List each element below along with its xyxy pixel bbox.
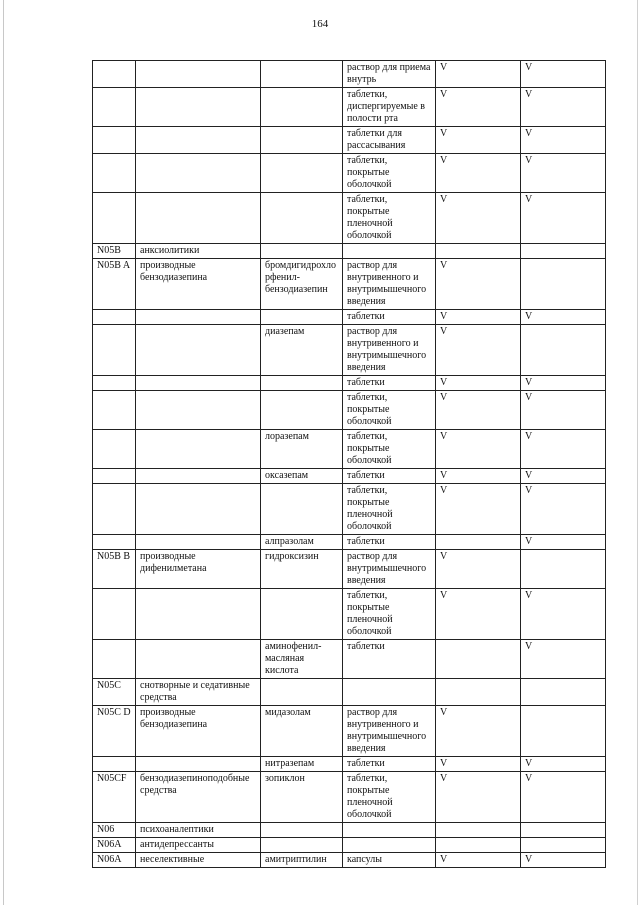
substance-cell	[261, 310, 343, 325]
substance-cell	[261, 193, 343, 244]
mark-col-2-cell	[521, 679, 606, 706]
mark-col-2-cell: V	[521, 430, 606, 469]
group-name-cell	[136, 589, 261, 640]
table-row	[93, 310, 606, 325]
atc-code-cell	[93, 376, 136, 391]
group-name-cell	[136, 640, 261, 679]
substance-cell: диазепам	[261, 325, 343, 376]
substance-cell	[261, 838, 343, 853]
substance-cell: зопиклон	[261, 772, 343, 823]
mark-col-2-cell: V	[521, 589, 606, 640]
group-name-cell	[136, 469, 261, 484]
group-name-cell	[136, 484, 261, 535]
dosage-form-cell: таблетки	[343, 310, 436, 325]
atc-code-cell	[93, 640, 136, 679]
mark-col-1-cell	[436, 838, 521, 853]
table-row	[93, 88, 606, 127]
table-row	[93, 193, 606, 244]
atc-code-cell: N05B	[93, 244, 136, 259]
atc-code-cell	[93, 535, 136, 550]
mark-col-1-cell: V	[436, 310, 521, 325]
mark-col-2-cell: V	[521, 391, 606, 430]
mark-col-2-cell	[521, 325, 606, 376]
mark-col-1-cell	[436, 640, 521, 679]
atc-code-cell	[93, 61, 136, 88]
dosage-form-cell: таблетки	[343, 535, 436, 550]
group-name-cell	[136, 430, 261, 469]
substance-cell	[261, 376, 343, 391]
table-row	[93, 127, 606, 154]
mark-col-1-cell: V	[436, 259, 521, 310]
dosage-form-cell	[343, 244, 436, 259]
table-row	[93, 391, 606, 430]
group-name-cell: неселективные	[136, 853, 261, 868]
group-name-cell: производные бензодиазепина	[136, 259, 261, 310]
substance-cell	[261, 88, 343, 127]
dosage-form-cell: таблетки, покрытые оболочкой	[343, 430, 436, 469]
mark-col-2-cell: V	[521, 154, 606, 193]
dosage-form-cell: таблетки, покрытые пленочной оболочкой	[343, 772, 436, 823]
dosage-form-cell: капсулы	[343, 853, 436, 868]
mark-col-1-cell	[436, 535, 521, 550]
mark-col-2-cell: V	[521, 376, 606, 391]
mark-col-2-cell: V	[521, 127, 606, 154]
dosage-form-cell: раствор для внутривенного и внутримышечного введения	[343, 259, 436, 310]
table-row	[93, 550, 606, 589]
atc-code-cell: N06A	[93, 853, 136, 868]
table-row	[93, 535, 606, 550]
atc-code-cell	[93, 325, 136, 376]
dosage-form-cell: таблетки	[343, 469, 436, 484]
mark-col-1-cell: V	[436, 772, 521, 823]
substance-cell: оксазепам	[261, 469, 343, 484]
mark-col-1-cell: V	[436, 706, 521, 757]
mark-col-1-cell: V	[436, 61, 521, 88]
dosage-form-cell: таблетки, покрытые пленочной оболочкой	[343, 589, 436, 640]
page-edge-left	[3, 0, 4, 905]
atc-code-cell: N05CF	[93, 772, 136, 823]
substance-cell	[261, 679, 343, 706]
mark-col-2-cell	[521, 838, 606, 853]
mark-col-2-cell: V	[521, 535, 606, 550]
group-name-cell: антидепрессанты	[136, 838, 261, 853]
substance-cell: гидроксизин	[261, 550, 343, 589]
mark-col-1-cell: V	[436, 550, 521, 589]
dosage-form-cell	[343, 679, 436, 706]
mark-col-1-cell: V	[436, 757, 521, 772]
substance-cell	[261, 589, 343, 640]
atc-code-cell	[93, 391, 136, 430]
group-name-cell	[136, 376, 261, 391]
mark-col-1-cell: V	[436, 376, 521, 391]
table-row	[93, 640, 606, 679]
mark-col-2-cell	[521, 244, 606, 259]
dosage-form-cell: таблетки для рассасывания	[343, 127, 436, 154]
substance-cell: алпразолам	[261, 535, 343, 550]
mark-col-2-cell	[521, 823, 606, 838]
mark-col-1-cell: V	[436, 469, 521, 484]
table-row	[93, 469, 606, 484]
table-row	[93, 853, 606, 868]
atc-code-cell: N06A	[93, 838, 136, 853]
mark-col-1-cell: V	[436, 88, 521, 127]
mark-col-1-cell: V	[436, 154, 521, 193]
table-row	[93, 376, 606, 391]
substance-cell: амитриптилин	[261, 853, 343, 868]
group-name-cell: производные бензодиазепина	[136, 706, 261, 757]
dosage-form-cell	[343, 823, 436, 838]
mark-col-1-cell: V	[436, 391, 521, 430]
group-name-cell	[136, 325, 261, 376]
dosage-form-cell	[343, 838, 436, 853]
group-name-cell	[136, 757, 261, 772]
atc-code-cell: N05C	[93, 679, 136, 706]
mark-col-1-cell: V	[436, 430, 521, 469]
group-name-cell: бензодиазепиноподобные средства	[136, 772, 261, 823]
substance-cell	[261, 391, 343, 430]
page-number: 164	[311, 18, 329, 30]
group-name-cell	[136, 127, 261, 154]
table-row	[93, 706, 606, 757]
substance-cell: лоразепам	[261, 430, 343, 469]
group-name-cell	[136, 193, 261, 244]
table-row	[93, 772, 606, 823]
mark-col-1-cell: V	[436, 853, 521, 868]
table-row	[93, 430, 606, 469]
group-name-cell: снотворные и седативные средства	[136, 679, 261, 706]
dosage-form-cell: раствор для внутривенного и внутримышечного введения	[343, 706, 436, 757]
mark-col-2-cell	[521, 259, 606, 310]
group-name-cell	[136, 310, 261, 325]
mark-col-2-cell: V	[521, 853, 606, 868]
atc-code-cell	[93, 154, 136, 193]
substance-cell	[261, 244, 343, 259]
dosage-form-cell: таблетки, покрытые пленочной оболочкой	[343, 193, 436, 244]
atc-code-cell: N05B B	[93, 550, 136, 589]
mark-col-2-cell: V	[521, 469, 606, 484]
mark-col-2-cell	[521, 706, 606, 757]
dosage-form-cell: раствор для приема внутрь	[343, 61, 436, 88]
dosage-form-cell: раствор для внутривенного и внутримышечного введения	[343, 325, 436, 376]
mark-col-2-cell: V	[521, 310, 606, 325]
dosage-form-cell: таблетки	[343, 376, 436, 391]
atc-code-cell: N05B A	[93, 259, 136, 310]
substance-cell	[261, 61, 343, 88]
mark-col-2-cell: V	[521, 61, 606, 88]
group-name-cell	[136, 535, 261, 550]
group-name-cell: психоаналептики	[136, 823, 261, 838]
table-row	[93, 757, 606, 772]
table-row	[93, 154, 606, 193]
table-body	[93, 61, 606, 868]
drug-table	[92, 60, 606, 868]
table-row	[93, 589, 606, 640]
mark-col-1-cell: V	[436, 325, 521, 376]
mark-col-1-cell	[436, 244, 521, 259]
dosage-form-cell: таблетки	[343, 640, 436, 679]
mark-col-2-cell: V	[521, 757, 606, 772]
substance-cell	[261, 154, 343, 193]
atc-code-cell	[93, 469, 136, 484]
atc-code-cell	[93, 193, 136, 244]
atc-code-cell: N05C D	[93, 706, 136, 757]
mark-col-2-cell: V	[521, 772, 606, 823]
dosage-form-cell: таблетки, покрытые оболочкой	[343, 154, 436, 193]
group-name-cell	[136, 88, 261, 127]
dosage-form-cell: таблетки, покрытые пленочной оболочкой	[343, 484, 436, 535]
atc-code-cell	[93, 757, 136, 772]
mark-col-2-cell: V	[521, 640, 606, 679]
group-name-cell	[136, 391, 261, 430]
table-row	[93, 325, 606, 376]
mark-col-1-cell	[436, 679, 521, 706]
group-name-cell	[136, 154, 261, 193]
table-row	[93, 823, 606, 838]
mark-col-1-cell: V	[436, 127, 521, 154]
table-row	[93, 259, 606, 310]
mark-col-2-cell	[521, 550, 606, 589]
atc-code-cell: N06	[93, 823, 136, 838]
substance-cell	[261, 484, 343, 535]
mark-col-1-cell	[436, 823, 521, 838]
page-edge-right	[637, 0, 638, 905]
mark-col-1-cell: V	[436, 589, 521, 640]
mark-col-2-cell: V	[521, 88, 606, 127]
substance-cell: аминофенил-масляная кислота	[261, 640, 343, 679]
group-name-cell: анксиолитики	[136, 244, 261, 259]
group-name-cell	[136, 61, 261, 88]
table-row	[93, 244, 606, 259]
atc-code-cell	[93, 88, 136, 127]
table-row	[93, 838, 606, 853]
mark-col-2-cell: V	[521, 193, 606, 244]
mark-col-2-cell: V	[521, 484, 606, 535]
dosage-form-cell: таблетки, покрытые оболочкой	[343, 391, 436, 430]
table-row	[93, 61, 606, 88]
substance-cell	[261, 823, 343, 838]
atc-code-cell	[93, 310, 136, 325]
mark-col-1-cell: V	[436, 193, 521, 244]
atc-code-cell	[93, 127, 136, 154]
substance-cell: мидазолам	[261, 706, 343, 757]
table-row	[93, 484, 606, 535]
dosage-form-cell: таблетки, диспергируемые в полости рта	[343, 88, 436, 127]
substance-cell: нитразепам	[261, 757, 343, 772]
group-name-cell: производные дифенилметана	[136, 550, 261, 589]
atc-code-cell	[93, 589, 136, 640]
dosage-form-cell: раствор для внутримышечного введения	[343, 550, 436, 589]
substance-cell	[261, 127, 343, 154]
atc-code-cell	[93, 430, 136, 469]
atc-code-cell	[93, 484, 136, 535]
substance-cell: бромдигидрохлорфенил-бензодиазепин	[261, 259, 343, 310]
dosage-form-cell: таблетки	[343, 757, 436, 772]
mark-col-1-cell: V	[436, 484, 521, 535]
table-row	[93, 679, 606, 706]
